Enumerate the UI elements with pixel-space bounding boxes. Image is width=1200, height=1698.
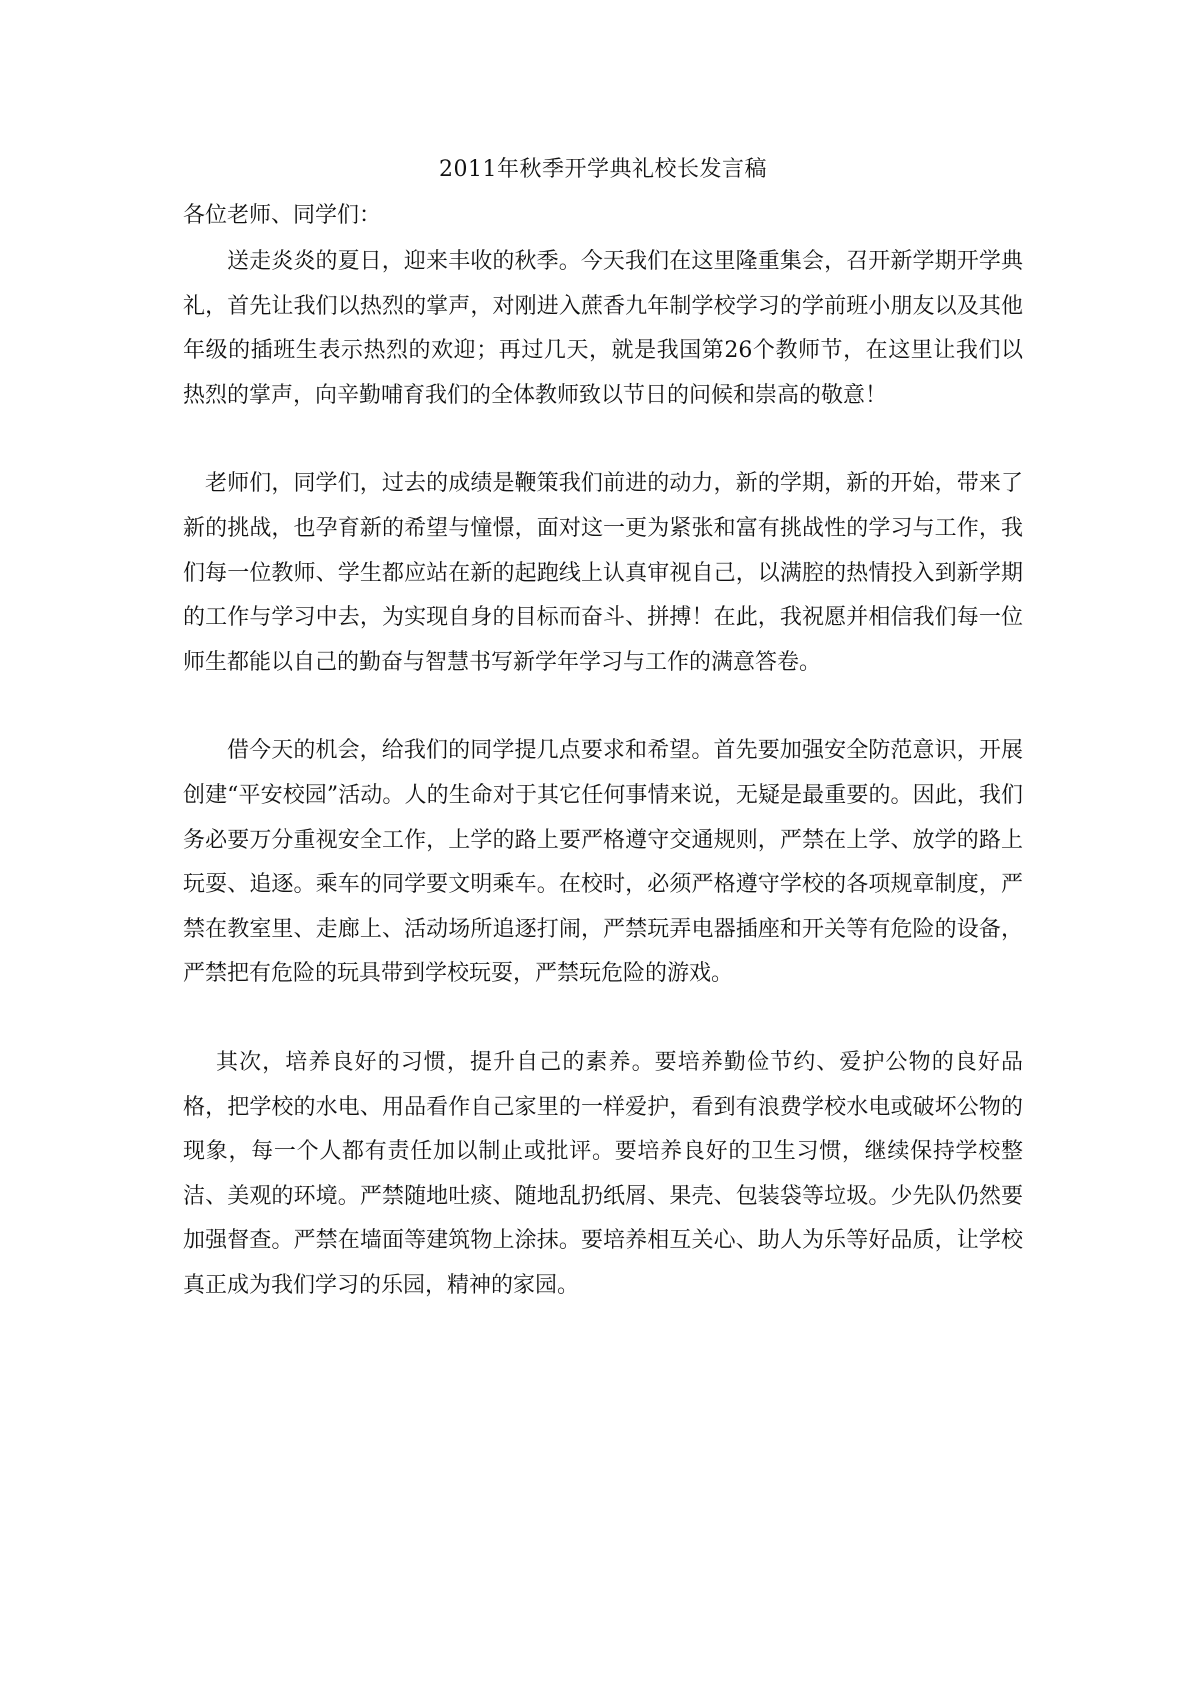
document-title: 2011年秋季开学典礼校长发言稿	[439, 157, 767, 182]
greeting: 各位老师、同学们：	[183, 203, 382, 228]
paragraph-3: 借今天的机会，给我们的同学提几点要求和希望。首先要加强安全防范意识，开展创建“平安校园”活动。人的生命对于其它任何事情来说，无疑是最重要的。因此，我们务必要万分重视安全工作，上学的路上要严格遵守交通规则，严禁在上学、放学的路上玩耍、追逐。乘车的同学要文明乘车。在校时，必须严格遵守学校的各项规章制度，严禁在教室里、走廊上、活动场所追逐打闹，严禁玩弄电器插座和开关等有危险的设备，严禁把有危险的玩具带到学校玩耍，严禁玩危险的游戏。	[183, 738, 1023, 987]
paragraph-1: 送走炎炎的夏日，迎来丰收的秋季。今天我们在这里隆重集会，召开新学期开学典礼，首先让我们以热烈的掌声，对刚进入蔗香九年制学校学习的学前班小朋友以及其他年级的插班生表示热烈的欢迎；再过几天，就是我国第26个教师节，在这里让我们以热烈的掌声，向辛勤哺育我们的全体教师致以节日的问候和崇高的敬意！	[183, 249, 1023, 408]
paragraph-4: 其次，培养良好的习惯，提升自己的素养。要培养勤俭节约、爱护公物的良好品格，把学校的水电、用品看作自己家里的一样爱护，看到有浪费学校水电或破坏公物的现象，每一个人都有责任加以制止或批评。要培养良好的卫生习惯，继续保持学校整洁、美观的环境。严禁随地吐痰、随地乱扔纸屑、果壳、包装袋等垃圾。少先队仍然要加强督查。严禁在墙面等建筑物上涂抹。要培养相互关心、助人为乐等好品质，让学校真正成为我们学习的乐园，精神的家园。	[183, 1049, 1023, 1298]
document-page	[183, 150, 1023, 1308]
paragraph-2: 老师们，同学们，过去的成绩是鞭策我们前进的动力，新的学期，新的开始，带来了新的挑战，也孕育新的希望与憧憬，面对这一更为紧张和富有挑战性的学习与工作，我们每一位教师、学生都应站在新的起跑线上认真审视自己，以满腔的热情投入到新学期的工作与学习中去，为实现自身的目标而奋斗、拼搏！在此，我祝愿并相信我们每一位师生都能以自己的勤奋与智慧书写新学年学习与工作的满意答卷。	[183, 471, 1023, 675]
